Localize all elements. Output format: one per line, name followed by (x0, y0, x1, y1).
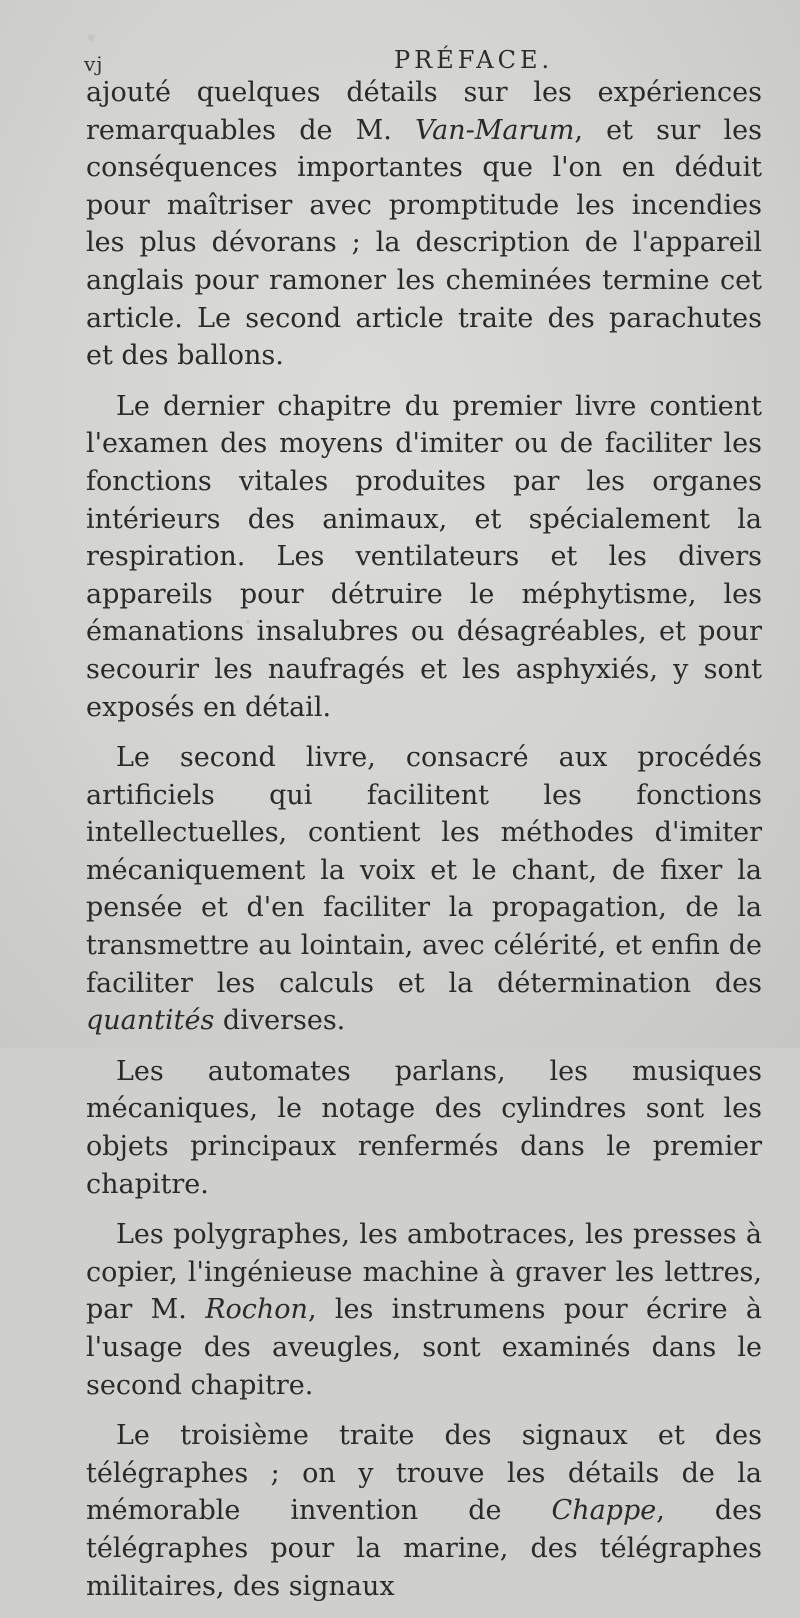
body-text (86, 74, 762, 1618)
paragraph: Les polygraphes, les ambotraces, les presses à copier, l'ingénieuse machine à graver les lettres, par M. Rochon, les instrumens pour écrire à l'usage des aveugles, sont examinés dans le second chapitre. (86, 1219, 763, 1401)
paragraph: Le dernier chapitre du premier livre contient l'examen des moyens d'imiter ou de faciliter les fonctions vitales produites par les organes intérieurs des animaux, et spécialement la respiration. Les ventilateurs et les divers appareils pour détruire le méphytisme, les émanations insalubres ou désagréables, et pour secourir les naufragés et les asphyxiés, y sont exposés en détail. (86, 390, 762, 723)
paper-speck (88, 34, 95, 41)
italic-word: quantités (86, 1005, 215, 1037)
paragraph: ajouté quelques détails sur les expériences remarquables de M. Van-Marum, et sur les conséquences importantes que l'on en déduit pour maîtriser avec promptitude les incendies les plus dévorans ; la description de l'appareil anglais pour ramoner les cheminées termine cet article. Le second article traite des parachutes et des ballons. (86, 77, 762, 372)
italic-name: Rochon (205, 1294, 308, 1326)
paragraph: Le second livre, consacré aux procédés artificiels qui facilitent les fonctions intellectuelles, contient les méthodes d'imiter mécaniquement la voix et le chant, de fixer la pensée et d'en faciliter la propagation, de la transmettre au lointain, avec célérité, et enfin de faciliter les calculs et la détermination des quantités diverses. (86, 742, 762, 1037)
page-number: vj (84, 52, 104, 76)
paragraph: Le troisième traite des signaux et des télégraphes ; on y trouve les détails de la mémorable invention de Chappe, des télégraphes pour la marine, des télégraphes militaires, des signaux (86, 1420, 762, 1602)
running-head: PRÉFACE. (394, 46, 554, 74)
italic-name: Van-Marum (415, 114, 575, 146)
paragraph: Les automates parlans, les musiques mécaniques, le notage des cylindres sont les objets principaux renfermés dans le premier chapitre. (86, 1055, 762, 1200)
italic-name: Chappe (551, 1495, 657, 1527)
